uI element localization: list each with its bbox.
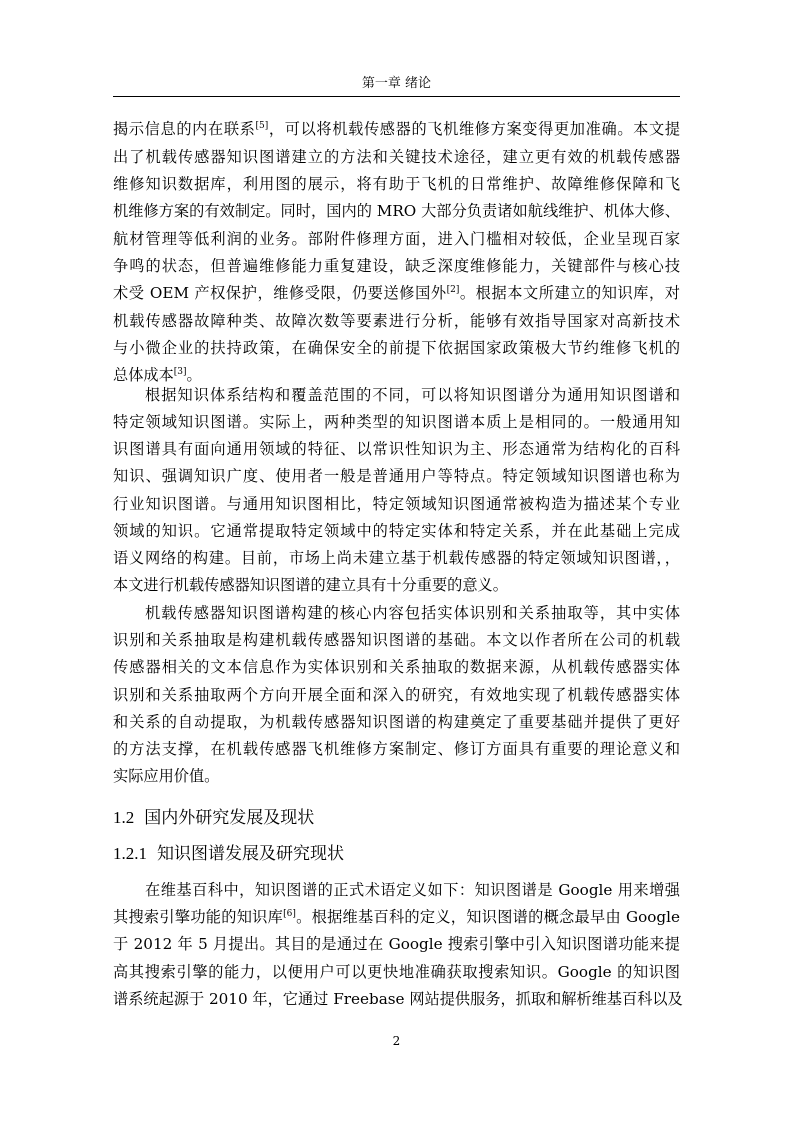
- text-line: 总体成本[3]。: [113, 366, 202, 384]
- text-line: 根据知识体系结构和覆盖范围的不同，可以将知识图谱分为通用知识图谱和: [145, 386, 680, 404]
- text-line: 和关系的自动提取，为机载传感器知识图谱的构建奠定了重要基础并提供了更好: [113, 713, 680, 731]
- text-line: 知识、强调知识广度、使用者一般是普通用户等特点。特定领域知识图谱也称为: [113, 467, 680, 485]
- text-line: 本文进行机载传感器知识图谱的建立具有十分重要的意义。: [113, 576, 508, 594]
- text-line: 于 2012 年 5 月提出。其目的是通过在 Google 搜索引擎中引入知识图谱功能来提: [113, 935, 680, 953]
- page-number: 2: [392, 1034, 401, 1048]
- text-line: 揭示信息的内在联系[5]，可以将机载传感器的飞机维修方案变得更加准确。本文提: [113, 120, 681, 138]
- text-line: 与小微企业的扶持政策，在确保安全的前提下依据国家政策极大节约维修飞机的: [113, 339, 680, 357]
- text-line: 其搜索引擎功能的知识库[6]。根据维基百科的定义，知识图谱的概念最早由 Google: [113, 908, 681, 926]
- text-line: 机载传感器知识图谱构建的核心内容包括实体识别和关系抽取等，其中实体: [145, 604, 680, 622]
- subsection-heading: 1.2.1 知识图谱发展及研究现状: [113, 844, 344, 864]
- text-line: 术受 OEM 产权保护，维修受限，仍要送修国外[2]。根据本文所建立的知识库，对: [113, 284, 680, 302]
- text-line: 高其搜索引擎的能力，以便用户可以更快地准确获取搜索知识。Google 的知识图: [113, 963, 680, 981]
- header-rule: [113, 96, 680, 97]
- running-header: 第一章 绪论: [361, 76, 432, 91]
- text-line: 谱系统起源于 2010 年，它通过 Freebase 网站提供服务，抓取和解析维基百科以及: [113, 990, 683, 1008]
- text-line: 识别和关系抽取两个方向开展全面和深入的研究，有效地实现了机载传感器实体: [113, 686, 680, 704]
- text-line: 实际应用价值。: [113, 767, 220, 785]
- text-line: 维修知识数据库，利用图的展示，将有助于飞机的日常维护、故障维修保障和飞: [113, 175, 680, 193]
- citation: [3]: [173, 367, 187, 377]
- text-line: 识别和关系抽取是构建机载传感器知识图谱的基础。本文以作者所在公司的机载: [113, 631, 680, 649]
- citation: [5]: [255, 121, 269, 131]
- text-line: 机载传感器故障种类、故障次数等要素进行分析，能够有效指导国家对高新技术: [113, 312, 680, 330]
- text-line: 的方法支撑，在机载传感器飞机维修方案制定、修订方面具有重要的理论意义和: [113, 740, 680, 758]
- text-line: 传感器相关的文本信息作为实体识别和关系抽取的数据来源，从机载传感器实体: [113, 658, 680, 676]
- text-line: 识图谱具有面向通用领域的特征、以常识性知识为主、形态通常为结构化的百科: [113, 440, 680, 458]
- text-line: 机维修方案的有效制定。同时，国内的 MRO 大部分负责诸如航线维护、机体大修、: [113, 202, 680, 220]
- text-line: 特定领域知识图谱。实际上，两种类型的知识图谱本质上是相同的。一般通用知: [113, 413, 680, 431]
- section-heading: 1.2 国内外研究发展及现状: [113, 808, 315, 828]
- text-line: 领域的知识。它通常提取特定领域中的特定实体和特定关系，并在此基础上完成: [113, 522, 680, 540]
- citation: [6]: [283, 909, 296, 919]
- text-line: 行业知识图谱。与通用知识图相比，特定领域知识图通常被构造为描述某个专业: [113, 495, 680, 513]
- text-line: 语义网络的构建。目前，市场上尚未建立基于机载传感器的特定领域知识图谱，，: [113, 549, 680, 567]
- text-line: 争鸣的状态，但普遍维修能力重复建设，缺乏深度维修能力，关键部件与核心技: [113, 257, 680, 275]
- text-line: 航材管理等低利润的业务。部附件修理方面，进入门槛相对较低，企业呈现百家: [113, 230, 680, 248]
- text-line: 出了机载传感器知识图谱建立的方法和关键技术途径，建立更有效的机载传感器: [113, 148, 680, 166]
- text-line: 在维基百科中，知识图谱的正式术语定义如下：知识图谱是 Google 用来增强: [145, 881, 680, 899]
- citation: [2]: [446, 285, 460, 295]
